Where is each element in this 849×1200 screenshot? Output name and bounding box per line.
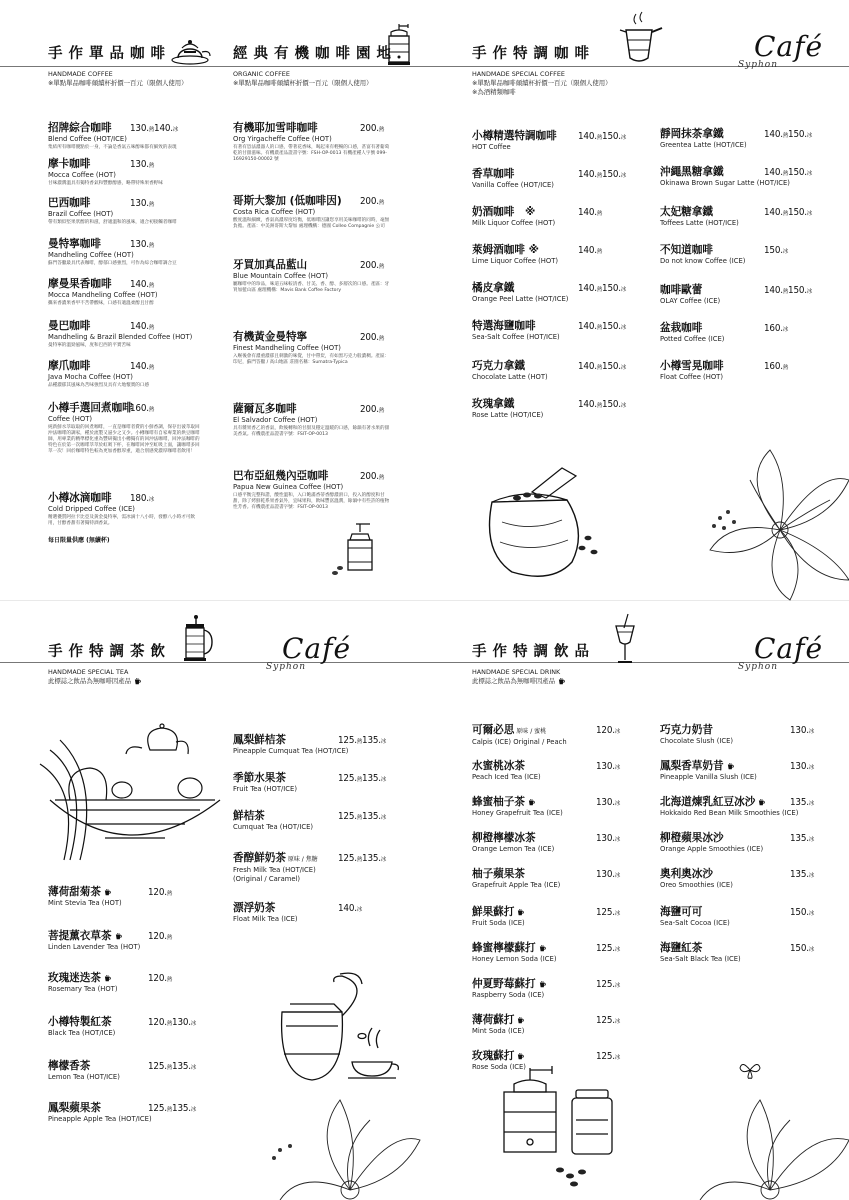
item-name-text: 太妃糖拿鐵 xyxy=(660,206,713,218)
item-name-text: 有機耶加雪啡咖啡 xyxy=(233,122,318,134)
item-price: 130.冰 xyxy=(596,869,621,880)
item-english-name: Mint Stevia Tea (HOT) xyxy=(48,899,122,907)
item-name-text: 柳橙檸檬冰茶 xyxy=(472,832,536,844)
item-name-text: 巧克力拿鐵 xyxy=(472,360,525,372)
item-name-text: 柳橙蘋果冰沙 xyxy=(660,832,724,844)
item-name-text: 檸檬香茶 xyxy=(48,1060,91,1072)
item-name xyxy=(660,360,830,373)
section-subtitle-organic-coffee: ORGANIC COFFEE ※單點單品咖啡頗續杯折價一百元（限個人使用） xyxy=(233,70,373,87)
item-description: 具有雜果香乙的香氣，飲後轉和的甘甜及穩定溫暖的口感，餘韻有著水果的甜美香氣。有機農產品證書字號：FSIT-OP-0013 xyxy=(233,425,390,437)
item-description: 屬咖啡中的珍品，味道五味較清香、甘美、香、醇、多層次的口感。產區：牙買加藍山區 處理機構：Mavis Bank Coffee Factory xyxy=(233,281,390,293)
item-price: 140.熱150.冰 xyxy=(764,167,813,178)
item-english-name: Float Coffee (HOT) xyxy=(660,373,723,381)
item-english-name: HOT Coffee xyxy=(472,143,511,151)
item-english-name: Pineapple Vanilla Slush (ICE) xyxy=(660,773,757,781)
item-name-text: 蜂蜜柚子茶 xyxy=(472,796,525,808)
item-name xyxy=(233,902,403,915)
grinder-and-jar-illustration xyxy=(490,1062,620,1192)
menu-item xyxy=(48,930,218,952)
item-name xyxy=(48,930,218,943)
item-name-text: 不知道咖啡 xyxy=(660,244,713,256)
item-english-name: Finest Mandheling Coffee (HOT) xyxy=(233,344,341,352)
item-price: 120.熱 xyxy=(148,887,173,898)
item-name-text: 季節水果茶 xyxy=(233,772,286,784)
section-title-special-drink: 手作特調飲品 xyxy=(472,644,595,660)
item-english-name: Greentea Latte (HOT/ICE) xyxy=(660,141,747,149)
flower-illustration-top xyxy=(700,440,849,600)
half-separator xyxy=(0,600,849,601)
item-english-name: Sea-Salt Coffee (HOT/ICE) xyxy=(472,333,560,341)
item-english-name: Grapefruit Apple Tea (ICE) xyxy=(472,881,561,889)
item-name-text: 薄荷蘇打 xyxy=(472,1014,515,1026)
section-subtitle-handmade-coffee: HANDMADE COFFEE ※單點單品咖啡頗續杯折價一百元（限個人使用） xyxy=(48,70,188,87)
item-price: 130.熱 xyxy=(130,198,155,209)
item-name xyxy=(472,244,642,257)
item-name-text: 沖繩黑糖拿鐵 xyxy=(660,166,724,178)
item-price: 140.熱 xyxy=(578,207,603,218)
item-description: 蘇門答臘最具代表咖啡，醇郁口感強烈，可作為綜合咖啡調合豆 xyxy=(48,260,177,266)
item-description: 帶有類似堅果狀醇的和滋，舒適溫和的風味，適合初接觸者咖啡 xyxy=(48,219,177,225)
item-price: 120.熱130.冰 xyxy=(148,1017,197,1028)
item-english-name: Black Tea (HOT/ICE) xyxy=(48,1029,116,1037)
cup-icon xyxy=(104,889,112,896)
item-price: 200.熱 xyxy=(360,332,385,343)
item-price: 140.熱150.冰 xyxy=(578,361,627,372)
item-name xyxy=(48,492,203,505)
item-name-text: 香草咖啡 xyxy=(472,168,515,180)
item-price: 150.冰 xyxy=(790,943,815,954)
item-price: 150.冰 xyxy=(764,245,789,256)
item-english-name: Linden Lavender Tea (HOT) xyxy=(48,943,141,951)
item-english-name: Mandheling & Brazil Blended Coffee (HOT) xyxy=(48,333,193,341)
cup-icon xyxy=(104,975,112,982)
item-name xyxy=(48,158,203,171)
cup-icon xyxy=(758,799,766,806)
menu-item xyxy=(48,122,203,151)
item-price: 125.冰 xyxy=(596,907,621,918)
item-price: 125.熱135.冰 xyxy=(338,773,387,784)
item-name-text: 可爾必思 xyxy=(472,724,515,736)
item-name-text: 奧利奧冰沙 xyxy=(660,868,713,880)
cup-icon xyxy=(517,909,525,916)
flower-illustration-bottom-left xyxy=(250,1050,420,1200)
item-price: 160.冰 xyxy=(764,323,789,334)
item-english-name: Pineapple Cumquat Tea (HOT/ICE) xyxy=(233,747,349,755)
cup-icon xyxy=(727,763,735,770)
item-english-name: Fruit Tea (HOT/ICE) xyxy=(233,785,297,793)
item-price: 135.冰 xyxy=(790,797,815,808)
item-name-text: 玫瑰迷迭茶 xyxy=(48,972,101,984)
item-name-text: 香醇鮮奶茶 xyxy=(233,852,286,864)
item-english-name: Coffee (HOT) xyxy=(48,415,93,423)
item-english-name: Orange Lemon Tea (ICE) xyxy=(472,845,555,853)
item-price: 200.熱 xyxy=(360,404,385,415)
item-price: 130.冰 xyxy=(596,761,621,772)
cup-icon xyxy=(558,678,566,685)
item-english-name: Sea-Salt Cocoa (ICE) xyxy=(660,919,730,927)
cup-icon xyxy=(539,981,547,988)
item-english-name: Blend Coffee (HOT/ICE) xyxy=(48,135,127,143)
item-name-text: 招牌綜合咖啡 xyxy=(48,122,112,134)
item-english-name: Chocolate Latte (HOT) xyxy=(472,373,548,381)
item-english-name: Honey Lemon Soda (ICE) xyxy=(472,955,557,963)
grinder-icon xyxy=(384,22,414,66)
item-price: 130.熱 xyxy=(130,239,155,250)
item-english-name: Oreo Smoothies (ICE) xyxy=(660,881,733,889)
menu-item xyxy=(48,320,203,349)
section-title-organic-coffee: 經典有機咖啡園地 xyxy=(233,46,397,62)
item-english-name: Toffees Latte (HOT/ICE) xyxy=(660,219,739,227)
item-description: 甘味濃潤溫具有獨特香氣和豐醇醇感，略帶特殊果香野味 xyxy=(48,180,163,186)
item-name-text: 鳳梨鮮桔茶 xyxy=(233,734,286,746)
item-english-name: Brazil Coffee (HOT) xyxy=(48,210,114,218)
item-name-text: 橘皮拿鐵 xyxy=(472,282,515,294)
menu-item xyxy=(48,402,203,456)
item-name-text: 曼巴咖啡 xyxy=(48,320,91,332)
item-name-text: 摩爪咖啡 xyxy=(48,360,91,372)
item-name-text: 薄荷甜菊茶 xyxy=(48,886,101,898)
item-price: 130.冰 xyxy=(596,833,621,844)
item-english-name: Float Milk Tea (ICE) xyxy=(233,915,298,923)
item-price: 120.熱 xyxy=(148,931,173,942)
wine-glass-icon xyxy=(610,612,640,666)
item-english-name: Orange Peel Latte (HOT/ICE) xyxy=(472,295,569,303)
item-name-text: 萊姆酒咖啡 ※ xyxy=(472,244,539,256)
coffee-bean-sack-illustration xyxy=(472,462,602,582)
item-name xyxy=(48,972,218,985)
item-name xyxy=(48,238,203,251)
item-english-name: Mint Soda (ICE) xyxy=(472,1027,525,1035)
item-description: 精選優質阿拉卡比亞及黃金曼特寧，需冰滴十八小時，發酵八小時才可飲用，甘醇香甜有著獨特酒香氣。 xyxy=(48,514,196,526)
item-name-text: 摩曼果香咖啡 xyxy=(48,278,112,290)
item-price: 120.冰 xyxy=(596,725,621,736)
item-english-name: Calpis (ICE) Original / Peach xyxy=(472,738,567,746)
item-price: 180.冰 xyxy=(130,493,155,504)
hand-grinder-illustration xyxy=(330,520,386,576)
item-english-name: Vanilla Coffee (HOT/ICE) xyxy=(472,181,554,189)
item-english-name: Mocca Mandheling Coffee (HOT) xyxy=(48,291,158,299)
section-subtitle-special-coffee: HANDMADE SPECIAL COFFEE ※單點單品咖啡頗續杯折價一百元（限個人使用） ※為酒精類咖啡 xyxy=(472,70,612,96)
item-name xyxy=(472,206,642,219)
item-price: 125.熱135.冰 xyxy=(338,735,387,746)
item-price: 140.熱150.冰 xyxy=(764,285,813,296)
section-title-special-tea: 手作特調茶飲 xyxy=(48,644,171,660)
cafe-syphon-logo-tea: Café Syphon xyxy=(266,632,352,672)
item-name-text: 北海道煉乳紅豆冰沙 xyxy=(660,796,756,808)
menu-item xyxy=(660,360,830,382)
menu-item xyxy=(472,206,642,228)
menu-item xyxy=(48,492,203,527)
item-price: 125.冰 xyxy=(596,1051,621,1062)
item-price: 130.冰 xyxy=(596,797,621,808)
menu-item xyxy=(660,244,830,266)
tea-basket-illustration xyxy=(30,720,230,870)
item-english-name: Fresh Milk Tea (HOT/ICE) xyxy=(233,866,316,874)
item-name xyxy=(660,244,830,257)
item-name-text: 咖啡歐蕾 xyxy=(660,284,703,296)
coffee-pot-icon xyxy=(170,32,212,66)
turkish-pot-icon xyxy=(614,10,664,68)
cup-icon xyxy=(539,945,547,952)
item-name-text: 小樽手選回煮咖啡 xyxy=(48,402,133,414)
item-name-text: 鳳梨香草奶昔 xyxy=(660,760,724,772)
item-price: 200.熱 xyxy=(360,123,385,134)
item-price: 130.熱 xyxy=(130,159,155,170)
menu-item xyxy=(660,322,830,344)
item-price: 125.熱135.冰 xyxy=(338,811,387,822)
item-price: 140.熱 xyxy=(130,361,155,372)
item-description: 有著有恐法濃器人的口感，帶著花香味，喝起來有輕暢的口感，甚富有著葡萄乾的甘甜滋味。有機農產品證書字號：FSH-OP-0013 有機產種人字號 099-16929150-00002 號 xyxy=(233,144,390,162)
item-price: 140.熱150.冰 xyxy=(578,131,627,142)
item-description: 曼特寧的溫勁風味，度和巴西的平實苦味 xyxy=(48,342,131,348)
item-english-name: Honey Grapefruit Tea (ICE) xyxy=(472,809,563,817)
item-name-text: 靜岡抹茶拿鐵 xyxy=(660,128,724,140)
cafe-syphon-logo-drink: Café Syphon xyxy=(738,632,824,672)
item-price: 140.熱150.冰 xyxy=(578,399,627,410)
item-name-text: 鮮桔茶 xyxy=(233,810,265,822)
item-name xyxy=(48,886,218,899)
french-press-icon xyxy=(178,614,214,664)
item-name-text: 漂浮奶茶 xyxy=(233,902,276,914)
item-name xyxy=(48,320,203,333)
item-price: 125.冰 xyxy=(596,979,621,990)
item-price: 200.熱 xyxy=(360,196,385,207)
item-english-name: Papua New Guinea Coffee (HOT) xyxy=(233,483,344,491)
item-name xyxy=(48,360,203,373)
section-title-special-coffee: 手作特調咖啡 xyxy=(472,46,595,62)
item-name-text: 鮮果蘇打 xyxy=(472,906,515,918)
item-english-name: El Salvador Coffee (HOT) xyxy=(233,416,318,424)
item-price: 200.熱 xyxy=(360,471,385,482)
item-english-note: (Original / Caramel) xyxy=(233,874,301,883)
item-description: 純新鮮水萃取取的回煮咖啡，一直是咖啡者費的小鮮香調，保存出彼萃取回沖法咖啡的調家，種於流製又逼少之又少。小樽咖啡有自家專業的烘豆咖啡師，用專業的精準標化重為豐研獨出小樽獨有的回沖法咖啡，回沖法咖啡的特色在於第一次咖啡萃萃於虹吸下杯，在咖啡回沖至虹吸上面，讓咖啡多回萃一次！回於咖啡特色較為更加香醇厚重，適合別感愛濃厚咖啡者飲用！ xyxy=(48,424,200,455)
item-name-text: 蜂蜜檸檬蘇打 xyxy=(472,942,536,954)
item-price: 200.熱 xyxy=(360,260,385,271)
menu-item xyxy=(472,244,642,266)
item-english-name: Cumquat Tea (HOT/ICE) xyxy=(233,823,314,831)
item-name-text: 巴布亞紐幾內亞咖啡 xyxy=(233,470,329,482)
flower-illustration-bottom-right xyxy=(660,1060,849,1200)
item-english-name: Rose Soda (ICE) xyxy=(472,1063,526,1071)
item-price: 120.熱 xyxy=(148,973,173,984)
item-english-name: Lime Liquor Coffee (HOT) xyxy=(472,257,559,265)
item-name xyxy=(48,278,203,291)
item-price: 140.熱 xyxy=(130,321,155,332)
item-price: 125.冰 xyxy=(596,943,621,954)
item-name-text: 摩卡咖啡 xyxy=(48,158,91,170)
bottom-divider xyxy=(0,662,849,663)
top-divider xyxy=(0,66,849,67)
item-english-name: Orange Apple Smoothies (ICE) xyxy=(660,845,764,853)
item-price: 150.冰 xyxy=(790,907,815,918)
item-name-text: 特選海鹽咖啡 xyxy=(472,320,536,332)
cup-icon xyxy=(517,1017,525,1024)
cup-icon xyxy=(528,799,536,806)
item-price: 160.熱 xyxy=(764,361,789,372)
item-name-text: 海鹽可可 xyxy=(660,906,703,918)
cup-icon xyxy=(115,933,123,940)
item-name-text: 菩提薰衣草茶 xyxy=(48,930,112,942)
item-price: 125.熱135.冰 xyxy=(148,1103,197,1114)
menu-item xyxy=(48,278,203,307)
item-english-name: Milk Liquor Coffee (HOT) xyxy=(472,219,556,227)
item-name-text: 巴西咖啡 xyxy=(48,197,91,209)
item-price: 130.熱140.冰 xyxy=(130,123,179,134)
item-english-name: Org Yirgacheffe Coffee (HOT) xyxy=(233,135,332,143)
item-name-text: 奶酒咖啡 ※ xyxy=(472,206,536,218)
item-price: 125.冰 xyxy=(596,1015,621,1026)
item-english-name: Raspberry Soda (ICE) xyxy=(472,991,545,999)
item-name-text: 小樽雪晃咖啡 xyxy=(660,360,724,372)
item-english-name: Rosemary Tea (HOT) xyxy=(48,985,118,993)
item-name-text: 盆栽咖啡 xyxy=(660,322,703,334)
item-english-name: Pineapple Apple Tea (HOT/ICE) xyxy=(48,1115,152,1123)
item-english-name: Mandheling Coffee (HOT) xyxy=(48,251,134,259)
menu-item xyxy=(48,886,218,908)
item-description: 品種濃郁其風味為苦味強烈及具有大地懷實的口感 xyxy=(48,382,150,388)
item-price: 140.冰 xyxy=(338,903,363,914)
menu-item xyxy=(48,238,203,267)
item-english-name: Do not know Coffee (ICE) xyxy=(660,257,746,265)
item-price: 130.冰 xyxy=(790,725,815,736)
item-english-name: Hokkaido Red Bean Milk Smoothies (ICE) xyxy=(660,809,799,817)
item-price: 140.熱150.冰 xyxy=(764,207,813,218)
cup-icon xyxy=(134,678,142,685)
item-name-text: 海鹽紅茶 xyxy=(660,942,703,954)
item-price: 125.熱135.冰 xyxy=(148,1061,197,1072)
item-name xyxy=(660,322,830,335)
menu-item xyxy=(233,902,403,924)
item-english-name: Okinawa Brown Sugar Latte (HOT/ICE) xyxy=(660,179,790,187)
item-name-text: 牙買加真品藍山 xyxy=(233,259,308,271)
item-price: 140.熱150.冰 xyxy=(578,283,627,294)
item-english-name: OLAY Coffee (ICE) xyxy=(660,297,721,305)
item-english-name: Sea-Salt Black Tea (ICE) xyxy=(660,955,741,963)
item-name xyxy=(48,402,203,415)
item-name-text: 小樽精選特調咖啡 xyxy=(472,130,557,142)
section-subtitle-special-drink: HANDMADE SPECIAL DRINK 此標誌之飲品為無咖啡因產品 xyxy=(472,668,566,686)
item-english-name: Costa Rica Coffee (HOT) xyxy=(233,208,316,216)
section-title-handmade-coffee: 手作單品咖啡 xyxy=(48,46,171,62)
item-name-text: 薩爾瓦多咖啡 xyxy=(233,403,297,415)
item-description: 入喉後會有濃重濃郁且刺激的味覺，甘中帶炭，有如黑巧克力般濃稠。產區：印尼，蘇門答臘 / 高山地區 莊園名稱：Sumatra-Typica xyxy=(233,353,390,365)
item-english-name: Java Mocha Coffee (HOT) xyxy=(48,373,133,381)
section-subtitle-special-tea: HANDMADE SPECIAL TEA 此標誌之飲品為無咖啡因產品 xyxy=(48,668,142,686)
item-price: 140.熱150.冰 xyxy=(578,169,627,180)
menu-item xyxy=(48,972,218,994)
menu-item xyxy=(48,158,203,187)
item-name-text: 哥斯大黎加 (低咖啡因) xyxy=(233,195,342,207)
item-name xyxy=(48,197,203,210)
cafe-syphon-logo: Café Syphon xyxy=(738,30,824,70)
item-english-name: Chocolate Slush (ICE) xyxy=(660,737,734,745)
menu-item xyxy=(48,360,203,389)
item-name-text: 鳳梨蘋果茶 xyxy=(48,1102,101,1114)
item-name-text: 水蜜桃冰茶 xyxy=(472,760,525,772)
item-tag: 原味 / 焦糖 xyxy=(285,856,318,863)
item-name-text: 玫瑰拿鐵 xyxy=(472,398,515,410)
item-name-text: 柚子蘋果茶 xyxy=(472,868,525,880)
item-english-name: Potted Coffee (ICE) xyxy=(660,335,725,343)
item-name-text: 仲夏野莓蘇打 xyxy=(472,978,536,990)
item-price: 135.冰 xyxy=(790,869,815,880)
item-name-text: 玫瑰蘇打 xyxy=(472,1050,515,1062)
item-price: 140.熱150.冰 xyxy=(578,321,627,332)
item-name-text: 巧克力奶昔 xyxy=(660,724,713,736)
item-price: 130.冰 xyxy=(790,761,815,772)
item-name-text: 小樽冰滴咖啡 xyxy=(48,492,112,504)
item-description: 口感平衡完整和諧，酸性溫和，入口飽滿香蒂香醇濃滑口，投入的醇度和甘甜，除了烤鮮乾系果香氣外，宜味果和，飲味豐富溫潤，餘韻中有些許的植物性芳香。有機農產品證書字號：FSIT-OP-0013 xyxy=(233,492,390,510)
item-english-name: Cold Dripped Coffee (ICE) xyxy=(48,505,135,513)
item-price: 160.熱 xyxy=(130,403,155,414)
item-english-name: Rose Latte (HOT/ICE) xyxy=(472,411,544,419)
item-price: 140.熱 xyxy=(578,245,603,256)
item-price: 140.熱150.冰 xyxy=(764,129,813,140)
item-name-text: 曼特寧咖啡 xyxy=(48,238,101,250)
item-name xyxy=(48,122,203,135)
item-price: 125.熱135.冰 xyxy=(338,853,387,864)
item-english-name: Peach Iced Tea (ICE) xyxy=(472,773,541,781)
item-english-name: Fruit Soda (ICE) xyxy=(472,919,525,927)
item-english-name: Lemon Tea (HOT/ICE) xyxy=(48,1073,120,1081)
item-price: 140.熱 xyxy=(130,279,155,290)
item-tag: 原味 / 蜜桃 xyxy=(514,728,547,735)
menu-item xyxy=(48,197,203,226)
item-name-text: 有機黃金曼特寧 xyxy=(233,331,308,343)
item-english-name: Blue Mountain Coffee (HOT) xyxy=(233,272,329,280)
cup-icon xyxy=(517,1053,525,1060)
item-name-text: 小樽特製紅茶 xyxy=(48,1016,112,1028)
item-description: 攜來香濃果香甲不苦帶酸味，口感有適溫柔醇且甘醇 xyxy=(48,300,154,306)
daily-limit-note: 每日限量供應 (無續杯) xyxy=(48,537,110,544)
item-price: 135.冰 xyxy=(790,833,815,844)
item-description: 酸度溫和細緻，香氣高濃厚度均衡，低咖啡因讓您享用美味咖啡的同時，毫無負擔。產區：中美洲哥斯大黎加 處理機構：德國 Colleo Compagnie 公司 xyxy=(233,217,390,229)
item-description: 集結所有咖啡優點於一身，不論是香氣五味醇味都有細致的表現 xyxy=(48,144,177,150)
item-english-name: Mocca Coffee (HOT) xyxy=(48,171,116,179)
